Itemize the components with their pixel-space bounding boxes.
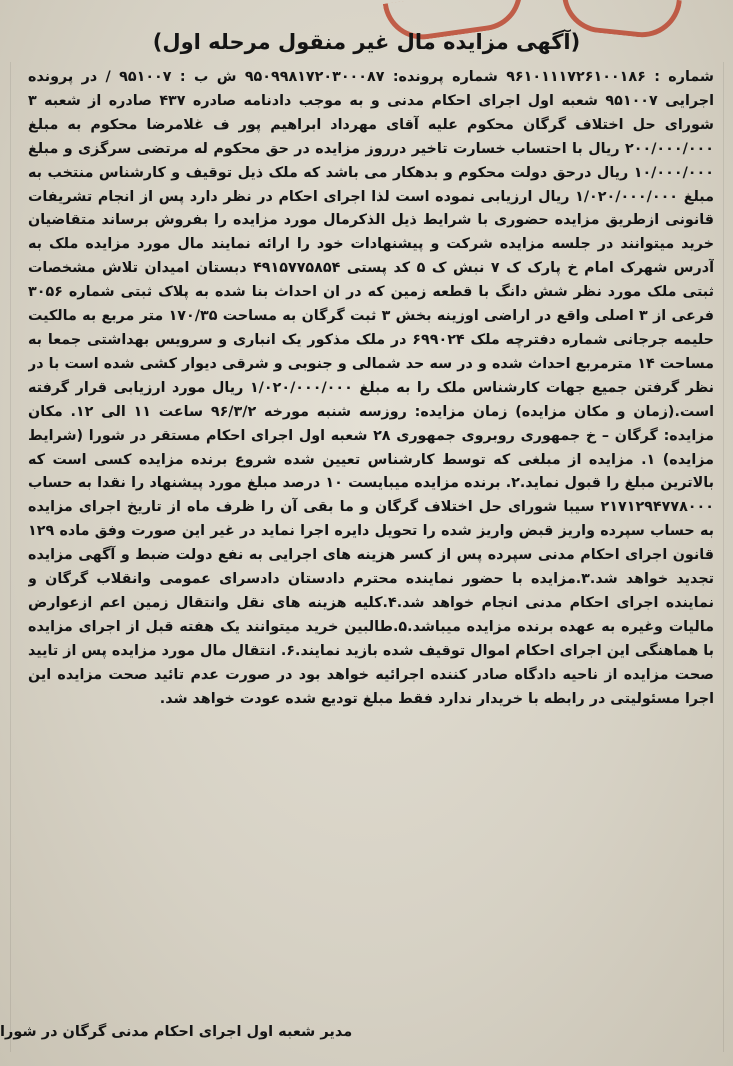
signature-line: مدیر شعبه اول اجرای احکام مدنی گرگان در شورا (0, 1024, 353, 1040)
notice-body (28, 66, 714, 1011)
notice-body-text: شماره : ۹۶۱۰۱۱۱۷۲۶۱۰۰۱۸۶ شماره پرونده: ۹۵۰۹۹۸۱۷۲۰۳۰۰۰۸۷ ش ب : ۹۵۱۰۰۷ / در پرونده اجرایی ۹۵۱۰۰۷ شعبه اول اجرای احکام مدنی و به موجب دادنامه صادره ۴۳۷ صادره از شعبه ۳ شورای حل اختلاف گرگان محکوم علیه آقای مهرداد ابراهیم پور ف غلامرضا محکوم به مبلغ ۲۰۰/۰۰۰/۰۰۰ ریال با احتساب خسارت تاخیر درروز مزایده در حق محکوم له مرتضی سرگزی و مبلغ ۱۰/۰۰۰/۰۰۰ ریال درحق دولت محکوم و بدهکار می باشد که ملک ذیل توقیف و کارشناس منتخب به مبلغ ۱/۰۲۰/۰۰۰/۰۰۰ ریال ارزیابی نموده است لذا اجرای احکام در نظر دارد پس از انجام تشریفات قانونی ازطریق مزایده حضوری با شرایط ذیل الذکرمال مورد مزایده را بفروش برساند متقاضیان خرید میتوانند در جلسه مزایده شرکت و پیشنهادات خود را ارائه نمایند مال مورد مزایده ملک به آدرس شهرک امام خ پارک ک ۷ نبش ک ۵ کد پستی ۴۹۱۵۷۷۵۸۵۴ دبستان امیدان تلاش مشخصات ثبتی ملک مورد نظر شش دانگ با قطعه زمین که در ان احداث بنا شده به پلاک ثبتی شماره ۳۰۵۶ فرعی از ۳ اصلی واقع در اراضی اوزینه بخش ۳ ثبت گرگان به مساحت ۱۷۰/۳۵ متر مربع به مالکیت حلیمه جرجانی شماره دفترچه ملک ۶۹۹۰۲۴ در ملک مذکور یک انباری و سرویس بهداشتی جمعا به مساحت ۱۴ مترمربع احداث شده و در سه حد شمالی و جنوبی و شرقی دیوار کشی شده است با در نظر گرفتن جمیع جهات کارشناس ملک را به مبلغ ۱/۰۲۰/۰۰۰/۰۰۰ ریال مورد ارزیابی قرار گرفته است.(زمان و مکان مزایده) زمان مزایده: روزسه شنبه مورخه ۹۶/۳/۲ ساعت ۱۱ الی ۱۲. مکان مزایده: گرگان – خ جمهوری روبروی جمهوری ۲۸ شعبه اول اجرای احکام مستقر در شورا (شرایط مزایده) ۱. مزایده از مبلغی که توسط کارشناس تعیین شده شروع برنده مزایده کسی است که بالاترین مبلغ را قبول نماید.۲. برنده مزایده میبایست ۱۰ درصد مبلغ مورد پیشنهاد را نقدا به حساب ۲۱۷۱۲۹۴۷۷۸۰۰۰ سیبا شورای حل اختلاف گرگان و ما بقی آن را ظرف ماه از تاریخ اجرای مزایده به حساب سپرده واریز قبض واریز شده را تحویل دایره اجرا نماید در غیر این صورت وفق ماده ۱۲۹ قانون اجرای احکام مدنی سپرده پس از کسر هزینه های اجرایی به نفع دولت ضبط و آگهی مزایده تجدید خواهد شد.۳.مزایده با حضور نماینده محترم دادستان دادسرای عمومی وانقلاب گرگان و نماینده اجرای احکام مدنی انجام خواهد شد.۴.کلیه هزینه های نقل وانتقال زمین اعم ازعوارض مالیات وغیره به عهده برنده مزایده میباشد.۵.طالبین خرید میتوانند یک هفته قبل از اجرای مزایده با هماهنگی این اجرای احکام اموال توقیف شده بازید نمایند.۶. انتقال مال مورد مزایده پس از تایید صحت مزایده از ناحیه دادگاه صادر کننده اجرائیه خواهد بود در صورت عدم تائید صحت مزایده این اجرا مسئولیتی در رابطه با خریدار ندارد فقط مبلغ تودیع شده عودت خواهد شد. (28, 69, 714, 707)
notice-title: (آگهی مزایده مال غیر منقول مرحله اول) (152, 30, 581, 54)
